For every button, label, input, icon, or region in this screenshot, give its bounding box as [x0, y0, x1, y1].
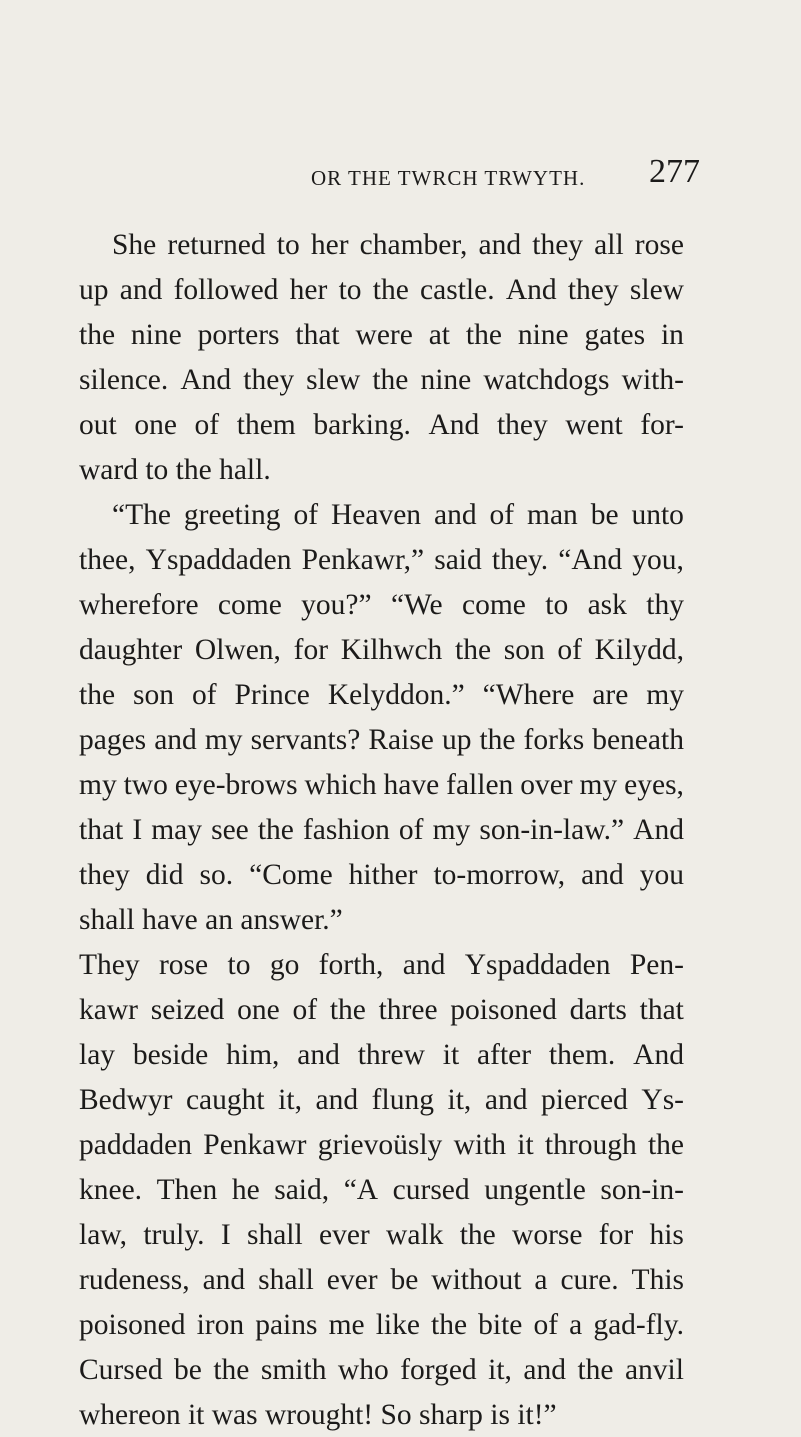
text-line: They rose to go forth, and Yspaddaden Pen-: [79, 949, 684, 981]
text-line: lay beside him, and threw it after them. And: [79, 1039, 684, 1071]
text-line: silence. And they slew the nine watchdogs with-: [79, 364, 684, 396]
text-line: wherefore come you?” “We come to ask thy: [79, 589, 684, 621]
text-line: She returned to her chamber, and they all rose: [112, 229, 684, 261]
text-line: thee, Yspaddaden Penkawr,” said they. “And you,: [79, 544, 684, 576]
running-title: OR THE TWRCH TRWYTH.: [311, 166, 586, 190]
text-line: paddaden Penkawr grievoüsly with it through the: [79, 1129, 684, 1161]
text-line: law, truly. I shall ever walk the worse for his: [79, 1219, 684, 1251]
text-line: poisoned iron pains me like the bite of a gad-fly.: [79, 1309, 684, 1341]
text-line: Bedwyr caught it, and flung it, and pierced Ys-: [79, 1084, 684, 1116]
text-line: ward to the hall.: [79, 454, 271, 486]
text-line: daughter Olwen, for Kilhwch the son of Kilydd,: [79, 634, 684, 666]
text-line: out one of them barking. And they went for-: [79, 409, 684, 441]
text-line: that I may see the fashion of my son-in-law.” And: [79, 814, 684, 846]
text-line: rudeness, and shall ever be without a cure. This: [79, 1264, 684, 1296]
text-line: up and followed her to the castle. And they slew: [79, 274, 684, 306]
text-line: “The greeting of Heaven and of man be unto: [112, 499, 684, 531]
text-line: shall have an answer.”: [79, 904, 343, 936]
text-line: kawr seized one of the three poisoned darts that: [79, 994, 684, 1026]
text-line: whereon it was wrought! So sharp is it!”: [79, 1399, 557, 1431]
text-line: knee. Then he said, “A cursed ungentle son-in-: [79, 1174, 684, 1206]
page-number: 277: [649, 153, 700, 190]
text-line: the nine porters that were at the nine gates in: [79, 319, 684, 351]
text-line: they did so. “Come hither to-morrow, and you: [79, 859, 684, 891]
text-line: Cursed be the smith who forged it, and the anvil: [79, 1354, 684, 1386]
text-line: the son of Prince Kelyddon.” “Where are my: [79, 679, 684, 711]
text-line: pages and my servants? Raise up the forks beneath: [79, 724, 684, 756]
text-line: my two eye-brows which have fallen over my eyes,: [79, 769, 684, 801]
